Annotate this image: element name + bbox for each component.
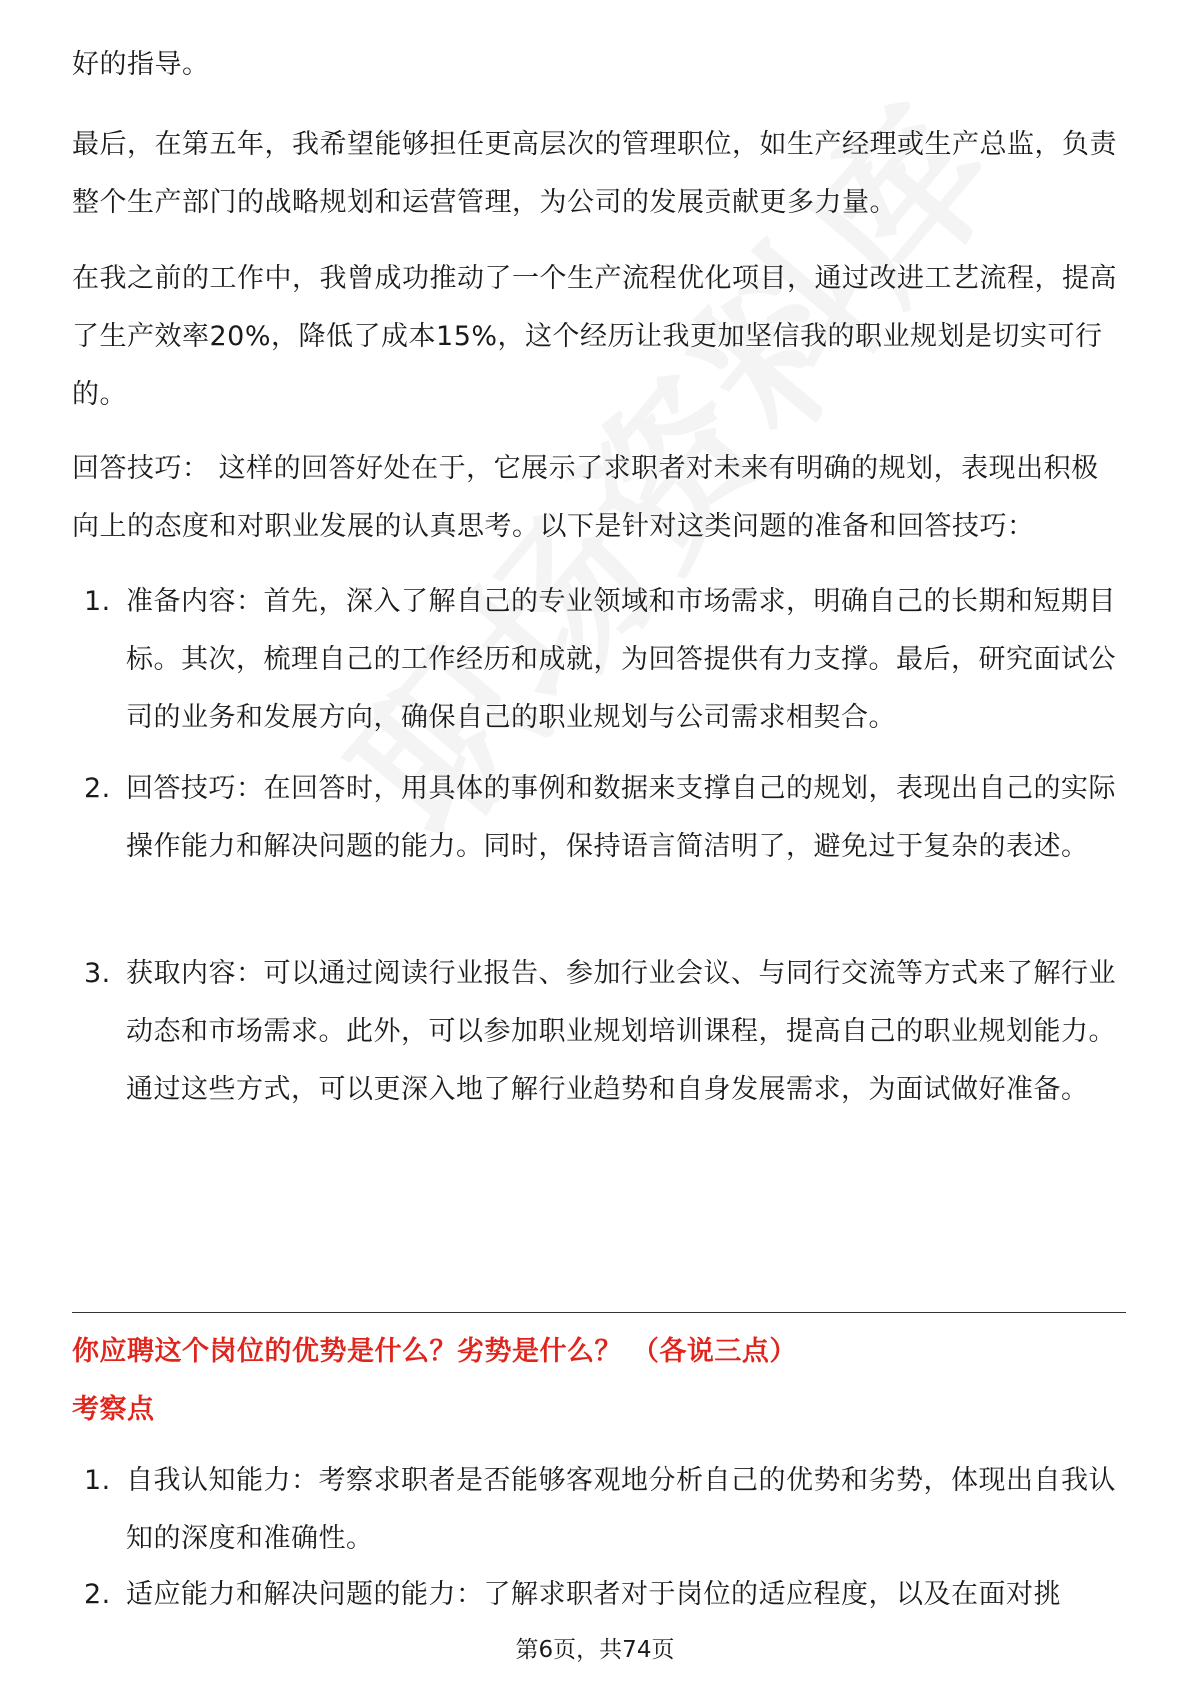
subheading-assessment-points: 考察点 xyxy=(72,1394,155,1425)
list-item-text: 获取内容：可以通过阅读行业报告、参加行业会议、与同行交流等方式来了解行业动态和市场需求。此外，可以参加职业规划培训课程，提高自己的职业规划能力。通过这些方式，可以更深入地了解行业趋势和自身发展需求，为面试做好准备。 xyxy=(126,958,1116,1105)
list-item-tip-3 xyxy=(84,945,1124,1119)
list-item-text: 适应能力和解决问题的能力：了解求职者对于岗位的适应程度，以及在面对挑 xyxy=(126,1579,1061,1610)
list-number: 2. xyxy=(84,1579,111,1610)
list-number: 1. xyxy=(84,1465,111,1496)
paragraph-answer-tips-intro: 回答技巧： 这样的回答好处在于，它展示了求职者对未来有明确的规划，表现出积极向上的态度和对职业发展的认真思考。以下是针对这类问题的准备和回答技巧： xyxy=(72,453,1099,542)
paragraph-continuation: 好的指导。 xyxy=(72,49,210,80)
section-divider xyxy=(72,1312,1126,1313)
list-number: 1. xyxy=(84,586,111,617)
list-item-text: 准备内容：首先，深入了解自己的专业领域和市场需求，明确自己的长期和短期目标。其次，梳理自己的工作经历和成就，为回答提供有力支撑。最后，研究面试公司的业务和发展方向，确保自己的职业规划与公司需求相契合。 xyxy=(126,586,1116,733)
paragraph-past-experience: 在我之前的工作中，我曾成功推动了一个生产流程优化项目，通过改进工艺流程，提高了生产效率20%，降低了成本15%，这个经历让我更加坚信我的职业规划是切实可行的。 xyxy=(72,263,1117,410)
list-number: 2. xyxy=(84,773,111,804)
list-item-tip-2 xyxy=(84,760,1124,876)
paragraph-fifth-year-goal: 最后，在第五年，我希望能够担任更高层次的管理职位，如生产经理或生产总监，负责整个生产部门的战略规划和运营管理，为公司的发展贡献更多力量。 xyxy=(72,129,1117,218)
question-title: 你应聘这个岗位的优势是什么？劣势是什么？ （各说三点） xyxy=(72,1336,797,1367)
list-item-point-2 xyxy=(84,1566,1124,1624)
list-item-point-1 xyxy=(84,1452,1124,1568)
page-number-footer: 第6页，共74页 xyxy=(515,1637,675,1663)
list-item-text: 回答技巧：在回答时，用具体的事例和数据来支撑自己的规划，表现出自己的实际操作能力和解决问题的能力。同时，保持语言简洁明了，避免过于复杂的表述。 xyxy=(126,773,1116,862)
list-item-tip-1 xyxy=(84,573,1124,747)
list-number: 3. xyxy=(84,958,111,989)
list-item-text: 自我认知能力：考察求职者是否能够客观地分析自己的优势和劣势，体现出自我认知的深度和准确性。 xyxy=(126,1465,1116,1554)
